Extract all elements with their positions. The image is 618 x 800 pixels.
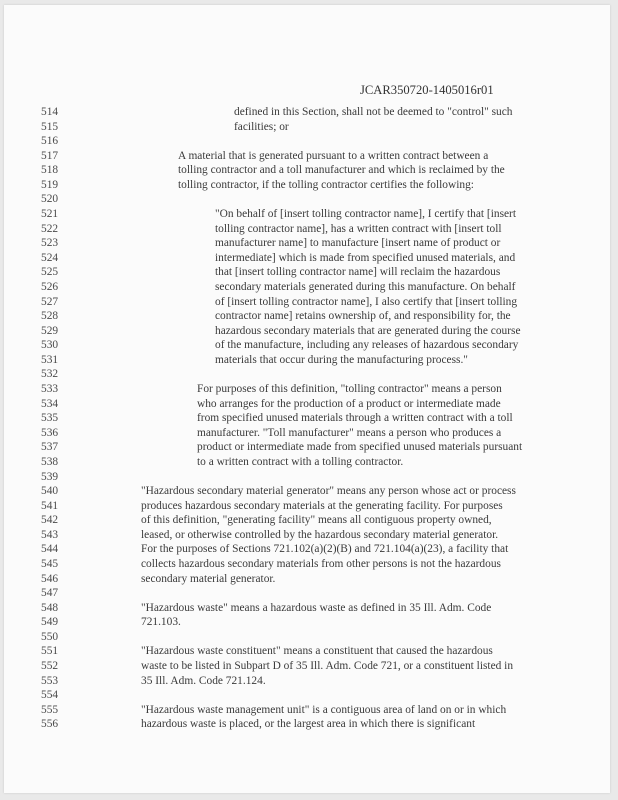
line-text: hazardous waste is placed, or the largest area in which there is significant [141,718,476,731]
text-line [4,105,610,120]
line-text: For the purposes of Sections 721.102(a)(2)(B) and 721.104(a)(23), a facility that [141,543,509,556]
text-line [4,484,610,499]
text-line [4,265,610,280]
line-number: 552 [41,660,59,673]
line-text: contractor name] retains ownership of, and responsibility for, the [215,310,511,323]
line-text: 721.103. [141,616,181,629]
line-number: 545 [41,557,59,570]
line-number: 534 [41,397,59,410]
line-text: of this definition, "generating facility" means all contiguous property owned, [141,514,492,527]
line-number: 530 [41,339,59,352]
text-line [4,513,610,528]
text-line [4,149,610,164]
line-number: 535 [41,412,59,425]
line-text: materials that occur during the manufacturing process." [215,353,468,366]
line-text: from specified unused materials through a written contract with a toll [197,412,513,425]
line-number: 541 [41,499,59,512]
text-line [4,440,610,455]
text-line [4,251,610,266]
line-text: tolling contractor, if the tolling contractor certifies the following: [178,178,474,191]
text-line [4,324,610,339]
text-line [4,382,610,397]
line-number: 553 [41,674,59,687]
text-line [4,397,610,412]
line-text: leased, or otherwise controlled by the hazardous secondary material generator. [141,528,499,541]
text-line [4,134,610,149]
line-text: secondary material generator. [141,572,276,585]
line-number: 532 [41,368,59,381]
line-number: 516 [41,135,59,148]
text-line [4,338,610,353]
line-number: 522 [41,222,59,235]
line-number: 551 [41,645,59,658]
line-number: 540 [41,485,59,498]
line-number: 528 [41,310,59,323]
line-text: produces hazardous secondary materials at the generating facility. For purposes [141,499,503,512]
text-line [4,309,610,324]
text-line [4,207,610,222]
line-text: tolling contractor name], has a written contract with [insert toll [215,222,502,235]
line-text: waste to be listed in Subpart D of 35 Ill. Adm. Code 721, or a constituent listed in [141,660,514,673]
line-number: 533 [41,383,59,396]
line-text: hazardous secondary materials that are generated during the course [215,324,521,337]
text-line [4,470,610,485]
text-line [4,572,610,587]
line-text: 35 Ill. Adm. Code 721.124. [141,674,266,687]
line-number: 517 [41,149,59,162]
text-line [4,674,610,689]
text-line [4,688,610,703]
text-line [4,222,610,237]
text-line [4,426,610,441]
line-number: 523 [41,237,59,250]
line-number: 543 [41,528,59,541]
line-number: 544 [41,543,59,556]
line-number: 520 [41,193,59,206]
line-number: 518 [41,164,59,177]
text-line [4,717,610,732]
line-number: 547 [41,587,59,600]
line-text: to a written contract with a tolling contractor. [197,455,404,468]
text-line [4,178,610,193]
line-text: "Hazardous waste" means a hazardous waste as defined in 35 Ill. Adm. Code [141,601,492,614]
line-text: intermediate] which is made from specified unused materials, and [215,251,516,264]
line-text: product or intermediate made from specified unused materials pursuant [197,441,523,454]
line-number: 539 [41,470,59,483]
line-number: 538 [41,455,59,468]
line-text: facilities; or [234,120,289,133]
line-text: collects hazardous secondary materials from other persons is not the hazardous [141,557,501,570]
line-number: 526 [41,280,59,293]
text-line [4,542,610,557]
line-number: 527 [41,295,59,308]
line-number: 536 [41,426,59,439]
text-line [4,280,610,295]
line-number: 521 [41,208,59,221]
line-number: 531 [41,353,59,366]
line-number: 556 [41,718,59,731]
line-number: 537 [41,441,59,454]
line-text: manufacturer name] to manufacture [insert name of product or [215,237,501,250]
text-line [4,703,610,718]
text-line [4,644,610,659]
text-line [4,615,610,630]
line-text: manufacturer. "Toll manufacturer" means a person who produces a [197,426,502,439]
text-line [4,499,610,514]
line-number: 519 [41,178,59,191]
line-text: secondary materials generated during this manufacture. On behalf [215,280,516,293]
line-number: 524 [41,251,59,264]
line-number: 554 [41,689,59,702]
document-page [4,5,610,793]
line-number: 550 [41,630,59,643]
line-text: "Hazardous waste constituent" means a constituent that caused the hazardous [141,645,493,658]
text-line [4,120,610,135]
text-line [4,557,610,572]
line-text: of the manufacture, including any releases of hazardous secondary [215,339,519,352]
line-text: tolling contractor and a toll manufacturer and which is reclaimed by the [178,164,505,177]
line-number: 542 [41,514,59,527]
line-text: "On behalf of [insert tolling contractor name], I certify that [insert [215,208,517,221]
line-text: A material that is generated pursuant to a written contract between a [178,149,489,162]
text-line [4,586,610,601]
text-line [4,630,610,645]
text-line [4,411,610,426]
text-line [4,528,610,543]
line-text: of [insert tolling contractor name], I also certify that [insert tolling [215,295,518,308]
text-line [4,163,610,178]
line-text: For purposes of this definition, "tolling contractor" means a person [197,383,502,396]
text-line [4,601,610,616]
line-text: "Hazardous secondary material generator" means any person whose act or process [141,485,516,498]
text-line [4,236,610,251]
text-line [4,295,610,310]
line-text: defined in this Section, shall not be deemed to "control" such [234,106,513,118]
line-text: that [insert tolling contractor name] will reclaim the hazardous [215,266,501,279]
document-id: JCAR350720-1405016r01 [360,83,494,97]
text-line [4,367,610,382]
line-number: 555 [41,703,59,716]
line-number: 525 [41,266,59,279]
line-number: 548 [41,601,59,614]
line-text: "Hazardous waste management unit" is a contiguous area of land on or in which [141,703,507,716]
text-line [4,353,610,368]
text-line [4,659,610,674]
line-number: 549 [41,616,59,629]
line-number: 546 [41,572,59,585]
line-number: 514 [41,106,59,118]
line-text: who arranges for the production of a product or intermediate made [197,397,501,410]
text-line [4,192,610,207]
line-number: 529 [41,324,59,337]
text-line [4,455,610,470]
line-number: 515 [41,120,59,133]
